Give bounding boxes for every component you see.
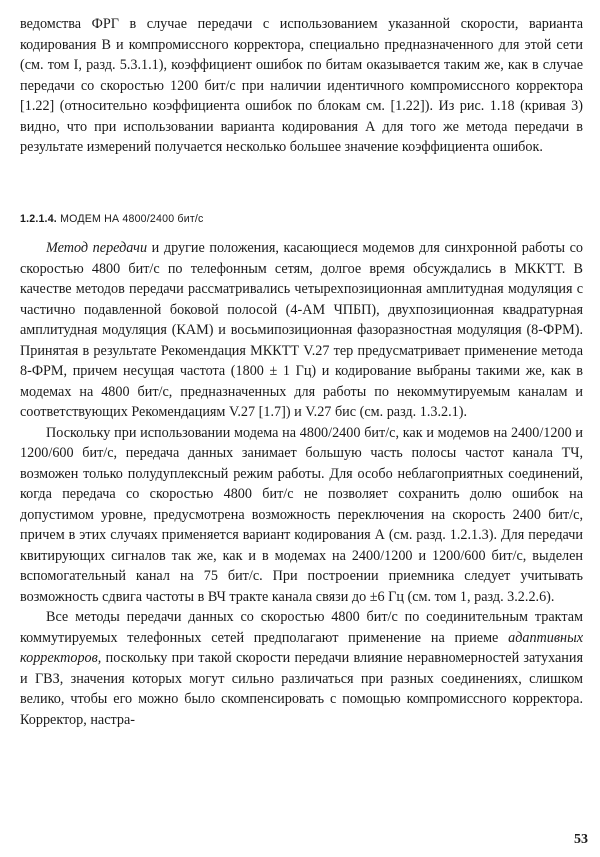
paragraph-2-text: Поскольку при использовании модема на 4800/2400 бит/с, как и модемов на 2400/1200 и 1200/600 бит/с, передача данных занимает большую часть полосы частот канала ТЧ, возможен только полудуплексный режим работы. Для особо неблагоприятных соединений, когда передача со скоростью 4800 бит/с не позволяет сохранить долю ошибок на допустимом уровне, предусмотрена возможность переключения на скорость 2400 бит/с, причем в этих случаях применяется вариант кодирования А (см. разд. 1.2.1.3). Для передачи квитирующих сигналов так же, как и в модемах на 2400/1200 и 1200/600 бит/с, выделен вспомогательный канал на 75 бит/с. При построении приемника следует учитывать возможность сдвига частоты в ВЧ тракте канала связи до ±6 Гц (см. том 1, разд. 3.2.2.6). bbox=[20, 424, 583, 605]
section-heading bbox=[20, 209, 580, 230]
paragraph-1-italic-lead: Метод передачи bbox=[46, 240, 148, 256]
paragraph-3-text-before: Все методы передачи данных со скоростью 4800 бит/с по соединительным трактам коммутируемых телефонных сетей предполагают применение на приеме bbox=[20, 609, 583, 646]
page-number: 53 bbox=[574, 832, 588, 847]
paragraph-1-text: и другие положения, касающиеся модемов для синхронной работы со скоростью 4800 бит/с по телефонным сетям, долгое время обсуждались в МККТТ. В качестве методов передачи рассматривались четырехпозиционная амплитудная модуляция с частично подавленной боковой полосой (4-АМ ЧПБП), двухпозиционная квадратурная амплитудная модуляция (КАМ) и восьмипозиционная фазоразностная модуляция (8-ФРМ). Принятая в результате Рекомендация МККТТ V.27 тер предусматривает применение метода 8-ФРМ, причем несущая частота (1800 ± 1 Гц) и кодирование выбраны такими же, как в модемах на 4800 бит/с, предназначенных для работы по некоммутируемым каналам и соответствующих Рекомендациям V.27 [1.7]) и V.27 бис (см. разд. 1.3.2.1). bbox=[20, 240, 583, 420]
paragraph-1 bbox=[20, 238, 583, 423]
paragraph-top-text: ведомства ФРГ в случае передачи с использованием указанной скорости, варианта кодирования В и компромиссного корректора, специально предназначенного для этой сети (см. том I, разд. 5.3.1.1), коэффициент ошибок по битам оказывается таким же, как в случае передачи со скоростью 1200 бит/с при наличии идентичного компромиссного корректора [1.22] (относительно коэффициента ошибок по блокам см. [1.22]). Из рис. 1.18 (кривая 3) видно, что при использовании варианта кодирования А для того же метода передачи в результате измерений получается несколько большее значение коэффициента ошибок. bbox=[20, 16, 583, 155]
paragraph-3-text-after: поскольку при такой скорости передачи влияние неравномерностей затухания и ГВЗ, значения которых могут сильно различаться при разных соединениях, слишком велико, чтобы его можно было скомпенсировать с помощью компромиссного корректора. Корректор, настра- bbox=[20, 650, 583, 728]
paragraph-3 bbox=[20, 607, 583, 730]
section-title: МОДЕМ НА 4800/2400 бит/с bbox=[60, 213, 204, 225]
paragraph-2 bbox=[20, 423, 583, 608]
section-number: 1.2.1.4. bbox=[20, 213, 57, 225]
body-text bbox=[20, 238, 583, 730]
paragraph-continuation bbox=[20, 14, 583, 158]
paragraph-3-italic: адаптивных корректоров, bbox=[20, 629, 583, 666]
